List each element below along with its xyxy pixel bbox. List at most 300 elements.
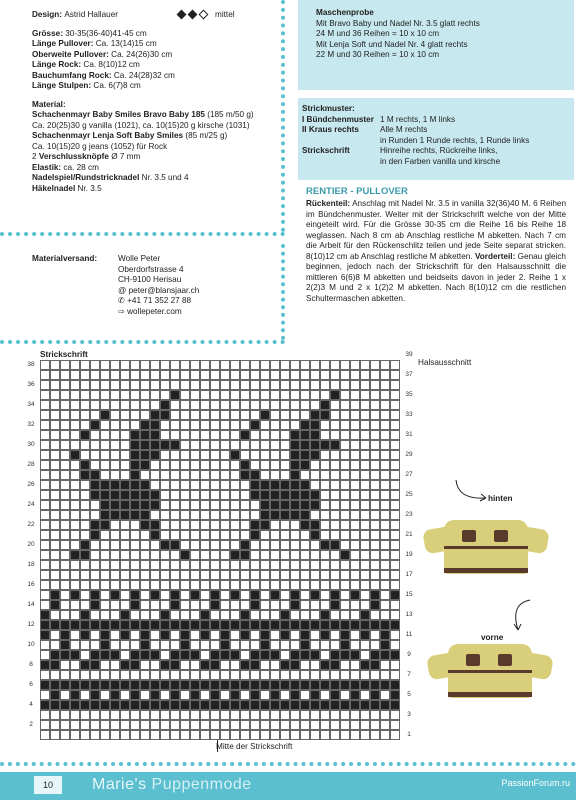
chart-cell	[40, 670, 50, 680]
chart-cell	[280, 460, 290, 470]
chart-cell	[140, 400, 150, 410]
chart-cell	[210, 700, 220, 710]
row-number-left: 2	[29, 721, 33, 728]
chart-cell	[70, 580, 80, 590]
chart-cell	[220, 540, 230, 550]
sweater-back-photo	[422, 512, 548, 582]
chart-cell	[180, 400, 190, 410]
chart-cell	[270, 540, 280, 550]
chart-cell	[150, 560, 160, 570]
chart-cell	[130, 730, 140, 740]
chart-cell	[230, 380, 240, 390]
chart-cell	[290, 650, 300, 660]
chart-cell	[200, 680, 210, 690]
chart-cell	[100, 380, 110, 390]
chart-cell	[340, 420, 350, 430]
chart-cell	[190, 630, 200, 640]
page-number: 10	[34, 776, 62, 794]
chart-cell	[280, 400, 290, 410]
chart-cell	[210, 390, 220, 400]
chart-cell	[220, 670, 230, 680]
chart-cell	[270, 710, 280, 720]
chart-cell	[350, 730, 360, 740]
chart-cell	[150, 530, 160, 540]
chart-cell	[40, 590, 50, 600]
chart-cell	[330, 390, 340, 400]
chart-cell	[190, 670, 200, 680]
material-line	[32, 152, 271, 163]
chart-cell	[390, 620, 400, 630]
chart-cell	[160, 560, 170, 570]
chart-cell	[200, 620, 210, 630]
chart-cell	[160, 390, 170, 400]
chart-cell	[90, 640, 100, 650]
chart-cell	[100, 640, 110, 650]
chart-cell	[180, 360, 190, 370]
chart-cell	[90, 440, 100, 450]
chart-cell	[370, 720, 380, 730]
chart-cell	[210, 480, 220, 490]
chart-cell	[220, 710, 230, 720]
chart-cell	[340, 450, 350, 460]
chart-cell	[240, 510, 250, 520]
supplier-line: @ peter@blansjaar.ch	[118, 285, 200, 295]
chart-cell	[390, 610, 400, 620]
chart-cell	[280, 610, 290, 620]
row-number-left: 6	[29, 681, 33, 688]
row-number-left: 36	[27, 381, 35, 388]
chart-cell	[330, 380, 340, 390]
chart-cell	[320, 600, 330, 610]
chart-cell	[390, 570, 400, 580]
chart-cell	[320, 440, 330, 450]
chart-cell	[310, 530, 320, 540]
supplier-line: ✆ +41 71 352 27 88	[118, 296, 192, 305]
chart-cell	[60, 730, 70, 740]
diamond-filled-icon	[188, 10, 198, 20]
chart-cell	[150, 610, 160, 620]
chart-cell	[90, 670, 100, 680]
design-info-panel	[0, 0, 285, 232]
chart-cell	[140, 410, 150, 420]
chart-cell	[310, 430, 320, 440]
chart-cell	[390, 700, 400, 710]
chart-cell	[100, 510, 110, 520]
stitch-pattern-row	[302, 146, 564, 157]
chart-cell	[120, 480, 130, 490]
chart-cell	[340, 470, 350, 480]
row-number-right: 1	[407, 731, 411, 738]
chart-cell	[390, 510, 400, 520]
material-line	[32, 131, 271, 142]
chart-cell	[180, 540, 190, 550]
chart-cell	[380, 480, 390, 490]
chart-cell	[210, 490, 220, 500]
chart-cell	[90, 540, 100, 550]
chart-cell	[300, 430, 310, 440]
chart-cell	[320, 380, 330, 390]
chart-cell	[280, 420, 290, 430]
chart-cell	[120, 460, 130, 470]
chart-cell	[300, 380, 310, 390]
watermark: PassionForum.ru	[501, 778, 570, 788]
chart-cell	[70, 560, 80, 570]
chart-cell	[340, 530, 350, 540]
chart-cell	[50, 640, 60, 650]
chart-cell	[260, 720, 270, 730]
chart-cell	[220, 530, 230, 540]
chart-cell	[380, 530, 390, 540]
chart-cell	[210, 640, 220, 650]
chart-cell	[190, 700, 200, 710]
chart-cell	[220, 440, 230, 450]
chart-cell	[70, 390, 80, 400]
chart-cell	[250, 520, 260, 530]
chart-cell	[230, 720, 240, 730]
chart-cell	[320, 700, 330, 710]
chart-cell	[100, 720, 110, 730]
chart-cell	[250, 660, 260, 670]
chart-cell	[320, 370, 330, 380]
chart-cell	[90, 580, 100, 590]
chart-cell	[380, 730, 390, 740]
chart-cell	[280, 620, 290, 630]
chart-cell	[350, 620, 360, 630]
chart-cell	[110, 720, 120, 730]
chart-cell	[340, 570, 350, 580]
stitch-pattern-label: Strickschrift	[302, 146, 350, 155]
row-number-right: 7	[407, 671, 411, 678]
chart-cell	[160, 520, 170, 530]
chart-cell	[220, 660, 230, 670]
material-line	[32, 142, 271, 153]
chart-cell	[240, 490, 250, 500]
chart-cell	[340, 560, 350, 570]
chart-cell	[220, 590, 230, 600]
chart-cell	[60, 510, 70, 520]
chart-cell	[380, 680, 390, 690]
chart-cell	[280, 730, 290, 740]
chart-cell	[170, 680, 180, 690]
chart-cell	[90, 730, 100, 740]
chart-cell	[380, 420, 390, 430]
chart-cell	[160, 370, 170, 380]
chart-cell	[280, 710, 290, 720]
chart-cell	[180, 490, 190, 500]
chart-cell	[170, 530, 180, 540]
chart-cell	[130, 580, 140, 590]
chart-cell	[80, 560, 90, 570]
chart-cell	[120, 440, 130, 450]
chart-cell	[50, 460, 60, 470]
chart-cell	[150, 430, 160, 440]
back-part-label: Rückenteil:	[306, 199, 351, 209]
chart-cell	[350, 520, 360, 530]
chart-cell	[320, 730, 330, 740]
chart-cell	[270, 390, 280, 400]
chart-cell	[340, 670, 350, 680]
chart-cell	[140, 520, 150, 530]
chart-cell	[360, 370, 370, 380]
chart-cell	[150, 520, 160, 530]
chart-cell	[120, 510, 130, 520]
chart-cell	[310, 650, 320, 660]
chart-cell	[280, 550, 290, 560]
chart-cell	[370, 390, 380, 400]
chart-cell	[80, 690, 90, 700]
chart-cell	[320, 470, 330, 480]
chart-cell	[180, 720, 190, 730]
chart-cell	[120, 570, 130, 580]
chart-cell	[90, 360, 100, 370]
chart-cell	[170, 690, 180, 700]
chart-cell	[150, 570, 160, 580]
chart-cell	[360, 550, 370, 560]
material-line	[32, 163, 271, 174]
chart-cell	[350, 420, 360, 430]
chart-cell	[120, 620, 130, 630]
chart-cell	[330, 640, 340, 650]
chart-cell	[350, 700, 360, 710]
chart-cell	[240, 630, 250, 640]
chart-cell	[100, 580, 110, 590]
chart-cell	[260, 510, 270, 520]
chart-cell	[250, 710, 260, 720]
chart-cell	[100, 360, 110, 370]
chart-cell	[240, 730, 250, 740]
chart-cell	[40, 630, 50, 640]
chart-cell	[50, 520, 60, 530]
size-label: Oberweite Pullover:	[32, 49, 109, 59]
chart-cell	[130, 590, 140, 600]
chart-cell	[130, 510, 140, 520]
chart-cell	[260, 670, 270, 680]
chart-cell	[350, 400, 360, 410]
chart-cell	[100, 440, 110, 450]
chart-cell	[260, 650, 270, 660]
stitch-pattern-box	[298, 98, 574, 180]
chart-cell	[380, 550, 390, 560]
reindeer-text	[306, 199, 566, 304]
chart-cell	[90, 390, 100, 400]
chart-cell	[100, 530, 110, 540]
chart-cell	[140, 450, 150, 460]
chart-cell	[200, 420, 210, 430]
chart-cell	[150, 730, 160, 740]
chart-cell	[250, 470, 260, 480]
chart-cell	[170, 650, 180, 660]
chart-cell	[150, 670, 160, 680]
chart-cell	[120, 540, 130, 550]
chart-cell	[110, 660, 120, 670]
chart-cell	[130, 420, 140, 430]
chart-cell	[140, 680, 150, 690]
material-text: Ca. 20(25)30 g vanilla (1021), ca. 10(15)20 g kirsche (1031)	[32, 120, 250, 130]
chart-cell	[40, 660, 50, 670]
chart-cell	[100, 630, 110, 640]
chart-cell	[270, 380, 280, 390]
chart-cell	[340, 380, 350, 390]
chart-cell	[330, 580, 340, 590]
chart-cell	[70, 700, 80, 710]
chart-cell	[180, 500, 190, 510]
chart-cell	[150, 400, 160, 410]
chart-cell	[300, 540, 310, 550]
chart-cell	[180, 470, 190, 480]
material-heading: Material:	[32, 99, 66, 109]
chart-cell	[160, 650, 170, 660]
chart-cell	[310, 710, 320, 720]
chart-cell	[190, 470, 200, 480]
chart-cell	[140, 470, 150, 480]
chart-cell	[140, 730, 150, 740]
chart-cell	[50, 580, 60, 590]
chart-cell	[330, 470, 340, 480]
chart-cell	[360, 520, 370, 530]
chart-cell	[310, 680, 320, 690]
dotted-divider	[0, 340, 285, 344]
chart-cell	[240, 620, 250, 630]
chart-cell	[160, 490, 170, 500]
chart-cell	[210, 540, 220, 550]
chart-cell	[70, 370, 80, 380]
chart-cell	[290, 600, 300, 610]
chart-cell	[360, 510, 370, 520]
chart-cell	[310, 640, 320, 650]
chart-cell	[340, 460, 350, 470]
chart-cell	[140, 610, 150, 620]
chart-cell	[210, 370, 220, 380]
chart-cell	[90, 570, 100, 580]
chart-cell	[230, 680, 240, 690]
chart-cell	[280, 380, 290, 390]
chart-cell	[90, 460, 100, 470]
chart-cell	[170, 640, 180, 650]
chart-cell	[160, 680, 170, 690]
chart-cell	[50, 360, 60, 370]
chart-cell	[210, 670, 220, 680]
chart-cell	[340, 440, 350, 450]
chart-cell	[350, 470, 360, 480]
chart-cell	[340, 500, 350, 510]
chart-cell	[300, 660, 310, 670]
chart-cell	[220, 490, 230, 500]
chart-cell	[270, 530, 280, 540]
chart-cell	[90, 630, 100, 640]
chart-cell	[100, 550, 110, 560]
chart-cell	[380, 500, 390, 510]
chart-cell	[350, 430, 360, 440]
chart-cell	[210, 590, 220, 600]
chart-cell	[320, 500, 330, 510]
dotted-divider	[0, 762, 576, 766]
chart-cell	[300, 710, 310, 720]
chart-cell	[380, 580, 390, 590]
chart-cell	[40, 620, 50, 630]
chart-cell	[360, 460, 370, 470]
chart-cell	[320, 390, 330, 400]
chart-cell	[170, 500, 180, 510]
chart-cell	[170, 630, 180, 640]
chart-cell	[100, 480, 110, 490]
chart-cell	[300, 720, 310, 730]
chart-cell	[60, 590, 70, 600]
chart-cell	[250, 420, 260, 430]
chart-cell	[60, 500, 70, 510]
size-label: Bauchumfang Rock:	[32, 70, 112, 80]
chart-cell	[280, 570, 290, 580]
chart-cell	[70, 430, 80, 440]
chart-cell	[310, 590, 320, 600]
chart-cell	[110, 590, 120, 600]
chart-cell	[120, 630, 130, 640]
chart-cell	[310, 470, 320, 480]
chart-cell	[240, 410, 250, 420]
chart-cell	[120, 390, 130, 400]
chart-cell	[40, 430, 50, 440]
chart-cell	[390, 590, 400, 600]
chart-cell	[140, 650, 150, 660]
chart-cell	[230, 540, 240, 550]
chart-title: Strickschrift	[40, 350, 88, 359]
chart-cell	[70, 650, 80, 660]
chart-cell	[110, 360, 120, 370]
chart-center-label: Mitte der Strickschrift	[216, 742, 293, 751]
chart-cell	[210, 510, 220, 520]
size-value: Ca. 24(28)32 cm	[111, 70, 175, 80]
chart-cell	[280, 680, 290, 690]
chart-cell	[100, 500, 110, 510]
chart-cell	[320, 550, 330, 560]
chart-cell	[150, 640, 160, 650]
chart-cell	[320, 410, 330, 420]
front-part-label: Vorderteil:	[474, 251, 516, 261]
chart-cell	[300, 530, 310, 540]
chart-cell	[40, 560, 50, 570]
stitch-pattern-label	[302, 136, 380, 147]
chart-cell	[330, 450, 340, 460]
chart-cell	[180, 570, 190, 580]
chart-cell	[380, 630, 390, 640]
chart-cell	[40, 480, 50, 490]
chart-cell	[330, 480, 340, 490]
chart-cell	[90, 710, 100, 720]
chart-cell	[240, 440, 250, 450]
chart-cell	[230, 510, 240, 520]
chart-cell	[90, 520, 100, 530]
chart-cell	[390, 520, 400, 530]
chart-cell	[240, 420, 250, 430]
chart-cell	[110, 430, 120, 440]
chart-cell	[310, 380, 320, 390]
chart-cell	[240, 660, 250, 670]
chart-cell	[110, 510, 120, 520]
chart-cell	[330, 690, 340, 700]
chart-cell	[120, 670, 130, 680]
chart-cell	[360, 420, 370, 430]
chart-cell	[310, 400, 320, 410]
chart-cell	[80, 620, 90, 630]
chart-cell	[50, 700, 60, 710]
chart-cell	[320, 650, 330, 660]
chart-cell	[100, 650, 110, 660]
chart-cell	[390, 430, 400, 440]
chart-cell	[200, 730, 210, 740]
stitch-pattern-label	[302, 157, 380, 168]
chart-cell	[200, 690, 210, 700]
chart-cell	[110, 650, 120, 660]
chart-cell	[190, 640, 200, 650]
